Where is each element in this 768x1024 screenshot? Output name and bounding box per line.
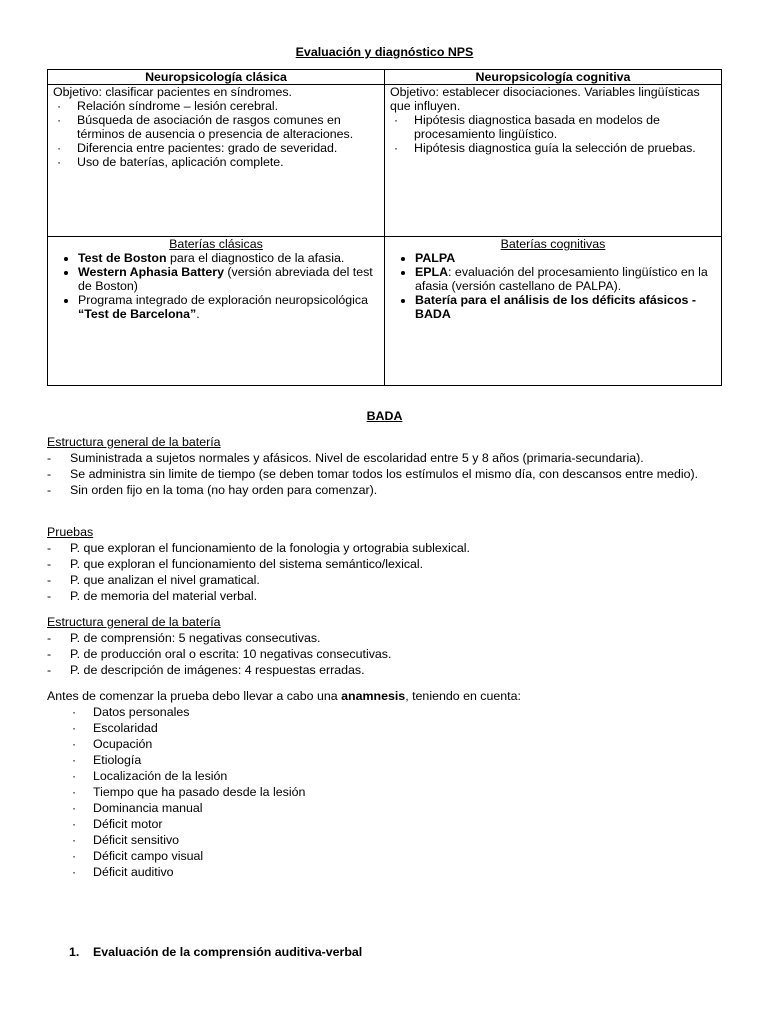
list-item: · Diferencia entre pacientes: grado de severidad. — [57, 141, 338, 155]
list-item: · Ocupación — [72, 737, 153, 751]
list-item: - Se administra sin limite de tiempo (se deben tomar todos los estímulos el mismo día, con descansos entre medio). — [47, 467, 699, 481]
list-item: • PALPA — [415, 251, 716, 265]
list-item: · Etiología — [72, 753, 142, 767]
list-item: - P. que exploran el funcionamiento del sistema semántico/lexical. — [47, 557, 424, 571]
classic-list — [53, 99, 379, 169]
list-item: · Déficit sensitivo — [72, 833, 180, 847]
list-item: - P. de producción oral o escrita: 10 negativas consecutivas. — [47, 647, 392, 661]
pruebas-heading: Pruebas — [47, 525, 94, 539]
list-item: - P. que analizan el nivel gramatical. — [47, 573, 260, 587]
document-title: Evaluación y diagnóstico NPS — [295, 45, 474, 59]
list-item: · Localización de la lesión — [72, 769, 228, 783]
classic-batteries-cell — [48, 237, 385, 386]
estructura-heading: Estructura general de la batería — [47, 435, 221, 449]
list-item: - P. de comprensión: 5 negativas consecutivas. — [47, 631, 321, 645]
list-item: • Test de Boston para el diagnostico de la afasia. — [78, 251, 379, 265]
cognitive-list — [390, 113, 716, 155]
estructura-heading: Estructura general de la batería — [47, 615, 221, 629]
list-item: - Sin orden fijo en la toma (no hay orden para comenzar). — [47, 483, 378, 497]
classic-batteries-heading: Baterías clásicas — [169, 237, 263, 251]
list-item: - Suministrada a sujetos normales y afásicos. Nivel de escolaridad entre 5 y 8 años (primaria-secundaria). — [47, 451, 644, 465]
list-item: • Batería para el análisis de los déficits afásicos - BADA — [415, 293, 716, 321]
list-item: • Programa integrado de exploración neuropsicológica “Test de Barcelona”. — [78, 293, 379, 321]
cognitive-cell — [385, 85, 722, 237]
list-item: · Hipótesis diagnostica guía la selección de pruebas. — [394, 141, 696, 155]
list-item: - P. de memoria del material verbal. — [47, 589, 258, 603]
list-item: · Déficit campo visual — [72, 849, 204, 863]
list-item: - P. de descripción de imágenes: 4 respuestas erradas. — [47, 663, 365, 677]
list-item: · Déficit motor — [72, 817, 163, 831]
list-item: · Dominancia manual — [72, 801, 203, 815]
anamnesis-list — [47, 704, 722, 880]
list-item: • EPLA: evaluación del procesamiento lingüístico en la afasia (versión castellano de PALPA). — [415, 265, 716, 293]
comparison-table — [47, 69, 722, 386]
list-item: · Déficit auditivo — [72, 865, 174, 879]
list-item: · Escolaridad — [72, 721, 158, 735]
section-heading-1: 1. Evaluación de la comprensión auditiva-verbal — [69, 945, 363, 959]
anamnesis-section — [47, 688, 722, 880]
list-item: · Hipótesis diagnostica basada en modelos de procesamiento lingüístico. — [394, 113, 660, 141]
list-item: - P. que exploran el funcionamiento de la fonologia y ortograbia sublexical. — [47, 541, 470, 555]
cognitive-objective: Objetivo: establecer disociaciones. Variables lingüísticas que influyen. — [390, 85, 700, 113]
list-item: · Tiempo que ha pasado desde la lesión — [72, 785, 306, 799]
bada-heading: BADA — [366, 409, 403, 423]
estructura-section-2 — [47, 614, 722, 678]
cognitive-batteries-list — [390, 251, 716, 321]
col1-header: Neuropsicología clásica — [48, 70, 385, 85]
classic-objective: Objetivo: clasificar pacientes en síndromes. — [53, 85, 292, 99]
cognitive-batteries-heading: Baterías cognitivas — [500, 237, 606, 251]
estructura-section-1 — [47, 434, 722, 498]
col2-header: Neuropsicología cognitiva — [385, 70, 722, 85]
list-item: · Uso de baterías, aplicación complete. — [57, 155, 284, 169]
classic-cell — [48, 85, 385, 237]
list-item: • Western Aphasia Battery (versión abreviada del test de Boston) — [78, 265, 379, 293]
pruebas-section — [47, 524, 722, 604]
classic-batteries-list — [53, 251, 379, 321]
list-item: · Datos personales — [72, 705, 190, 719]
cognitive-batteries-cell — [385, 237, 722, 386]
list-item: · Relación síndrome – lesión cerebral. — [57, 99, 279, 113]
list-item: · Búsqueda de asociación de rasgos comunes en términos de ausencia o presencia de alteraciones. — [57, 113, 354, 141]
anamnesis-intro: Antes de comenzar la prueba debo llevar a cabo una anamnesis, teniendo en cuenta: — [47, 689, 521, 703]
